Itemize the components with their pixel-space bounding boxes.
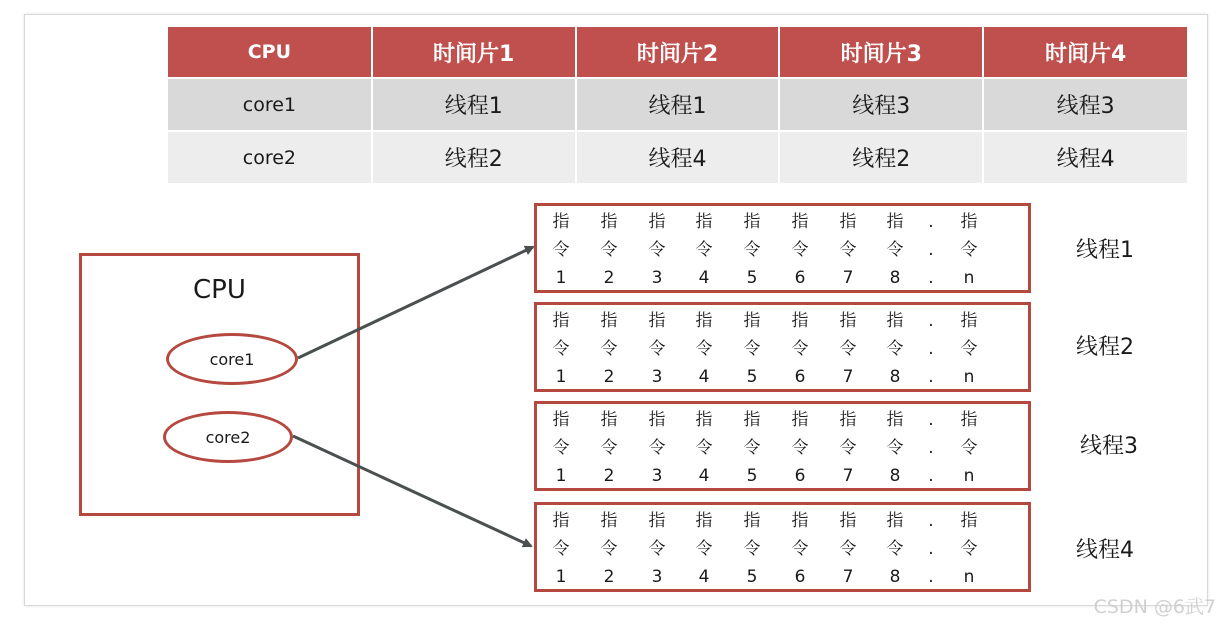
instruction-char: 指 — [743, 212, 761, 232]
instruction-index: 2 — [603, 466, 615, 486]
instruction-char: 令 — [791, 240, 809, 260]
table-cell: 线程2 — [372, 131, 576, 183]
instruction-index: 3 — [651, 567, 663, 587]
instruction-index: 5 — [746, 567, 758, 587]
instruction-char: 令 — [600, 438, 618, 458]
thread-label-1: 线程1 — [1076, 238, 1134, 263]
instruction-char: 指 — [648, 311, 666, 331]
core1-node: core1 — [166, 333, 298, 385]
instruction-char: 令 — [791, 438, 809, 458]
instruction-char: 令 — [791, 339, 809, 359]
instruction-index: 7 — [842, 466, 854, 486]
instruction-index: 3 — [651, 367, 663, 387]
instruction-char: 令 — [886, 339, 904, 359]
instruction-char: 令 — [886, 240, 904, 260]
instruction-index: 7 — [842, 567, 854, 587]
instruction-char: 指 — [552, 410, 570, 430]
arrow-core2-to-thread4 — [293, 436, 531, 546]
instruction-char: . — [928, 240, 934, 260]
instruction-char: 指 — [839, 410, 857, 430]
instruction-index: 4 — [698, 268, 710, 288]
instruction-char: 指 — [648, 410, 666, 430]
instruction-char: 指 — [600, 410, 618, 430]
instruction-index: 1 — [555, 268, 567, 288]
instruction-index: n — [963, 367, 975, 387]
instruction-char: 令 — [552, 240, 570, 260]
instruction-index: 4 — [698, 466, 710, 486]
table-cell: 线程3 — [983, 78, 1187, 131]
header-time-slice-4: 时间片4 — [983, 27, 1187, 78]
instruction-index: 6 — [794, 466, 806, 486]
instruction-char: 指 — [648, 511, 666, 531]
instruction-index: . — [928, 367, 934, 387]
instruction-index: 8 — [889, 268, 901, 288]
instruction-index: 2 — [603, 268, 615, 288]
instruction-char: 指 — [552, 212, 570, 232]
thread-label-4: 线程4 — [1076, 538, 1134, 563]
instruction-char: 令 — [886, 539, 904, 559]
instruction-char: 令 — [743, 438, 761, 458]
instruction-char: 指 — [791, 511, 809, 531]
instruction-char: 指 — [886, 410, 904, 430]
cpu-title: CPU — [193, 275, 246, 305]
table-cell: 线程1 — [372, 78, 576, 131]
instruction-char: 指 — [960, 212, 978, 232]
instruction-char: . — [928, 339, 934, 359]
table-cell: 线程1 — [576, 78, 780, 131]
instruction-index: 8 — [889, 466, 901, 486]
instruction-char: 令 — [960, 438, 978, 458]
instruction-char: 指 — [886, 311, 904, 331]
instruction-char: . — [928, 212, 934, 232]
header-time-slice-3: 时间片3 — [779, 27, 983, 78]
instruction-index: 1 — [555, 466, 567, 486]
instruction-index: 4 — [698, 367, 710, 387]
table-cell: 线程4 — [983, 131, 1187, 183]
instruction-char: 指 — [552, 311, 570, 331]
table-cell: core1 — [168, 78, 372, 131]
instruction-char: 指 — [839, 511, 857, 531]
table-cell: 线程3 — [779, 78, 983, 131]
instruction-index: 2 — [603, 367, 615, 387]
instruction-char: 指 — [839, 311, 857, 331]
instruction-char: 令 — [552, 438, 570, 458]
instruction-index: . — [928, 466, 934, 486]
instruction-char: . — [928, 539, 934, 559]
instruction-char: 指 — [960, 410, 978, 430]
instruction-char: 指 — [743, 311, 761, 331]
instruction-index: 3 — [651, 466, 663, 486]
instruction-index: 8 — [889, 567, 901, 587]
instruction-index: . — [928, 567, 934, 587]
instruction-index: 1 — [555, 367, 567, 387]
instruction-char: 令 — [648, 240, 666, 260]
instruction-char: 令 — [648, 438, 666, 458]
instruction-char: 令 — [960, 539, 978, 559]
instruction-index: 5 — [746, 268, 758, 288]
watermark: CSDN @6武7 — [1093, 596, 1216, 618]
instruction-char: . — [928, 410, 934, 430]
instruction-char: 指 — [695, 410, 713, 430]
instruction-char: 令 — [648, 339, 666, 359]
instruction-index: 4 — [698, 567, 710, 587]
instruction-index: n — [963, 466, 975, 486]
instruction-char: 指 — [695, 511, 713, 531]
instruction-char: 令 — [552, 339, 570, 359]
instruction-char: 令 — [600, 539, 618, 559]
instruction-index: 7 — [842, 367, 854, 387]
instruction-char: 指 — [960, 511, 978, 531]
instruction-char: 指 — [791, 410, 809, 430]
instruction-char: 令 — [648, 539, 666, 559]
instruction-char: 令 — [695, 539, 713, 559]
instruction-index: 7 — [842, 268, 854, 288]
instruction-index: 2 — [603, 567, 615, 587]
instruction-char: 令 — [743, 539, 761, 559]
instruction-index: . — [928, 268, 934, 288]
instruction-index: n — [963, 268, 975, 288]
instruction-char: 指 — [600, 511, 618, 531]
instruction-char: 指 — [743, 511, 761, 531]
thread-label-2: 线程2 — [1076, 335, 1134, 360]
header-time-slice-1: 时间片1 — [372, 27, 576, 78]
table-cell: 线程4 — [576, 131, 780, 183]
instruction-index: 5 — [746, 367, 758, 387]
instruction-char: 令 — [695, 438, 713, 458]
instruction-char: . — [928, 438, 934, 458]
header-time-slice-2: 时间片2 — [576, 27, 780, 78]
arrow-core1-to-thread1 — [298, 247, 533, 358]
thread-label-3: 线程3 — [1080, 434, 1138, 459]
instruction-char: 令 — [839, 539, 857, 559]
instruction-char: 令 — [960, 240, 978, 260]
table-cell: core2 — [168, 131, 372, 183]
instruction-char: 令 — [960, 339, 978, 359]
instruction-char: 指 — [791, 212, 809, 232]
instruction-char: . — [928, 311, 934, 331]
instruction-char: . — [928, 511, 934, 531]
instruction-char: 令 — [695, 240, 713, 260]
core2-node: core2 — [163, 411, 293, 463]
instruction-char: 令 — [743, 339, 761, 359]
instruction-char: 指 — [743, 410, 761, 430]
table-cell: 线程2 — [779, 131, 983, 183]
instruction-char: 指 — [695, 212, 713, 232]
instruction-char: 指 — [648, 212, 666, 232]
instruction-char: 指 — [886, 511, 904, 531]
instruction-index: n — [963, 567, 975, 587]
instruction-char: 令 — [839, 438, 857, 458]
instruction-index: 5 — [746, 466, 758, 486]
instruction-index: 6 — [794, 367, 806, 387]
instruction-index: 6 — [794, 268, 806, 288]
instruction-index: 1 — [555, 567, 567, 587]
instruction-char: 指 — [600, 311, 618, 331]
instruction-char: 令 — [552, 539, 570, 559]
instruction-index: 6 — [794, 567, 806, 587]
instruction-index: 3 — [651, 268, 663, 288]
instruction-char: 指 — [960, 311, 978, 331]
header-cpu: CPU — [168, 27, 372, 78]
instruction-index: 8 — [889, 367, 901, 387]
instruction-char: 令 — [839, 240, 857, 260]
instruction-char: 令 — [791, 539, 809, 559]
instruction-char: 令 — [695, 339, 713, 359]
instruction-char: 指 — [600, 212, 618, 232]
instruction-char: 令 — [743, 240, 761, 260]
instruction-char: 指 — [695, 311, 713, 331]
instruction-char: 令 — [886, 438, 904, 458]
instruction-char: 令 — [600, 339, 618, 359]
instruction-char: 指 — [839, 212, 857, 232]
instruction-char: 指 — [886, 212, 904, 232]
instruction-char: 指 — [791, 311, 809, 331]
instruction-char: 令 — [839, 339, 857, 359]
instruction-char: 指 — [552, 511, 570, 531]
instruction-char: 令 — [600, 240, 618, 260]
